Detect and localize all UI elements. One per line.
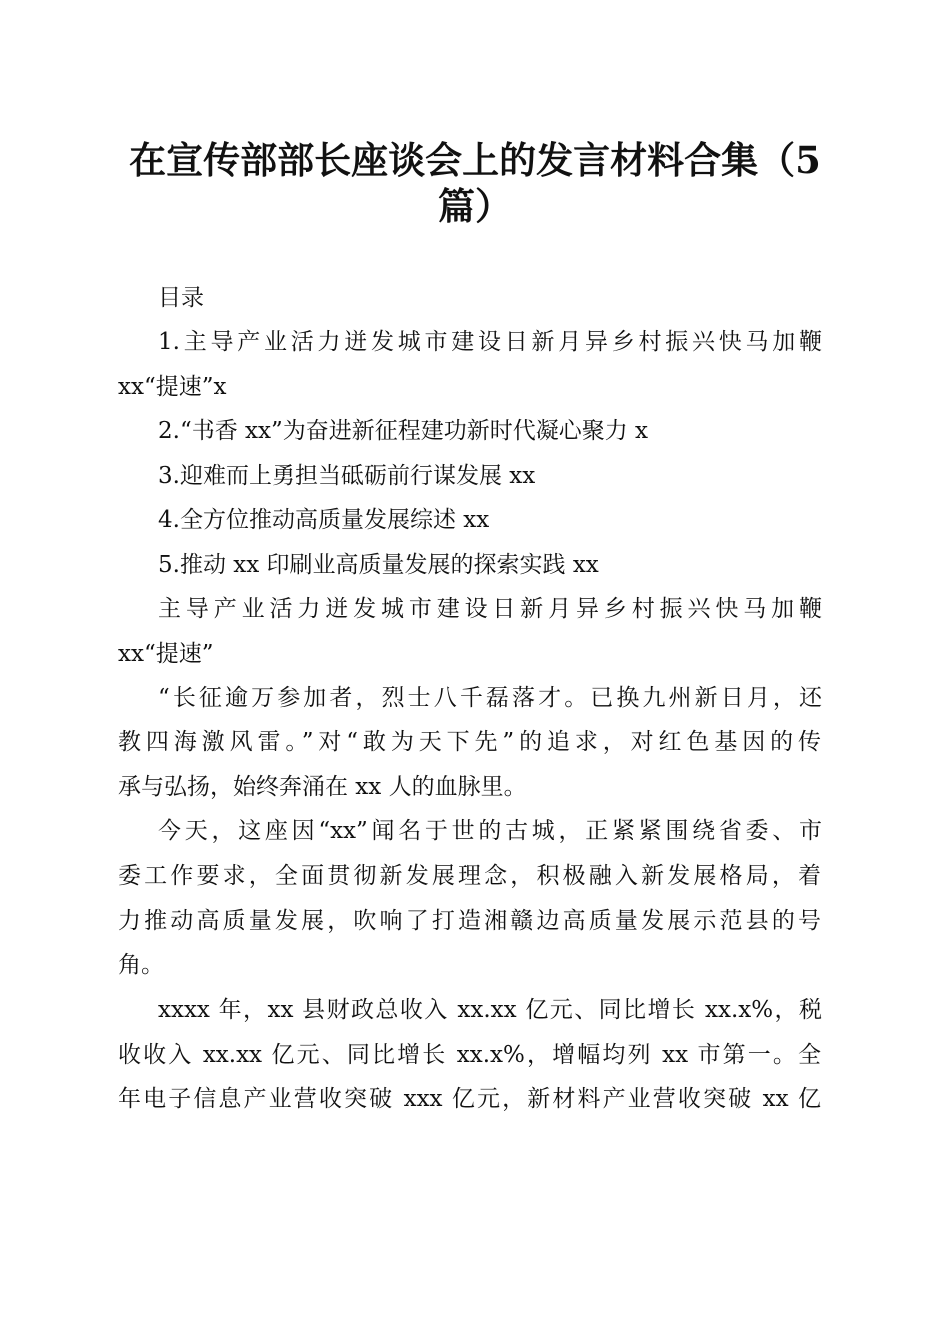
paragraph-2-line-2: 委工作要求，全面贯彻新发展理念，积极融入新发展格局，着: [118, 863, 821, 889]
paragraph-1-line-2: 教四海激风雷。”对“敢为天下先”的追求，对红色基因的传: [118, 729, 821, 755]
paragraph-2-line-4: 角。: [118, 952, 164, 978]
toc-item-2: 2.“书香 xx”为奋进新征程建功新时代凝心聚力 x: [158, 418, 648, 444]
section-title-line-1: 主导产业活力迸发城市建设日新月异乡村振兴快马加鞭: [158, 596, 822, 622]
toc-item-1-line-1: 1.主导产业活力迸发城市建设日新月异乡村振兴快马加鞭: [158, 329, 822, 355]
paragraph-1-line-1: “长征逾万参加者，烈士八千磊落才。已换九州新日月，还: [158, 685, 822, 711]
paragraph-3-line-1: xxxx 年，xx 县财政总收入 xx.xx 亿元、同比增长 xx.x%，税: [158, 997, 822, 1023]
paragraph-3-line-2: 收收入 xx.xx 亿元、同比增长 xx.x%，增幅均列 xx 市第一。全: [118, 1042, 821, 1068]
paragraph-2-line-1: 今天，这座因“xx”闻名于世的古城，正紧紧围绕省委、市: [158, 818, 822, 844]
document-title-line-2: 篇）: [438, 184, 512, 228]
toc-heading: 目录: [158, 285, 204, 311]
section-title-line-2: xx“提速”: [118, 641, 214, 667]
toc-item-3: 3.迎难而上勇担当砥砺前行谋发展 xx: [158, 463, 536, 489]
paragraph-2-line-3: 力推动高质量发展，吹响了打造湘赣边高质量发展示范县的号: [118, 908, 821, 934]
document-title-line-1: 在宣传部部长座谈会上的发言材料合集（5: [129, 138, 821, 182]
toc-item-1-line-2: xx“提速”x: [118, 374, 227, 400]
paragraph-1-line-3: 承与弘扬，始终奔涌在 xx 人的血脉里。: [118, 774, 527, 800]
toc-item-4: 4.全方位推动高质量发展综述 xx: [158, 507, 490, 533]
toc-item-5: 5.推动 xx 印刷业高质量发展的探索实践 xx: [158, 552, 599, 578]
paragraph-3-line-3: 年电子信息产业营收突破 xxx 亿元，新材料产业营收突破 xx 亿: [118, 1086, 821, 1112]
